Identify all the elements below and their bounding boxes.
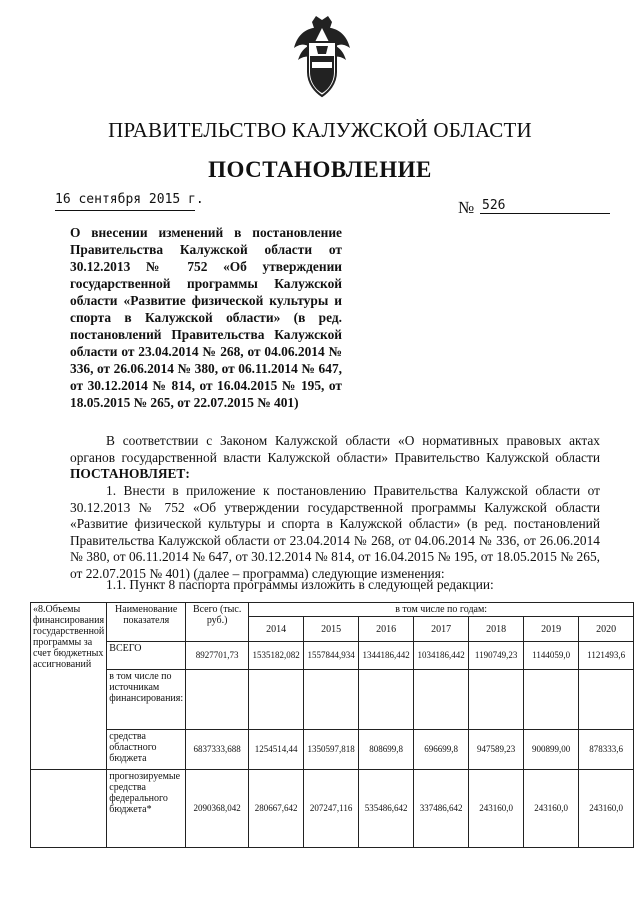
year-header: 2019 (524, 617, 579, 642)
row-value: 243160,0 (469, 770, 524, 848)
row-label: в том числе по источникам финансирования: (107, 670, 186, 730)
document-number (480, 198, 610, 214)
row-value: 1557844,934 (304, 642, 359, 670)
table-row (31, 770, 634, 848)
row-value: 1190749,23 (469, 642, 524, 670)
row-value: 207247,116 (304, 770, 359, 848)
financing-table (30, 602, 634, 848)
document-type: ПОСТАНОВЛЕНИЕ (208, 157, 432, 182)
row-total: 8927701,73 (186, 642, 249, 670)
row-value: 1535182,082 (249, 642, 304, 670)
document-date (55, 192, 204, 207)
preamble-text: В соответствии с Законом Калужской области «О нормативных правовых актах органов государственной власти Калужской области» Правительство Калужской области (70, 433, 600, 465)
clause-1-paragraph: 1. Внести в приложение к постановлению Правительства Калужской области от 30.12.2013 № 752 «Об утверждении государственной программы Калужской области «Развитие физической культуры и спорта в Калужской области» (в ред. постановлений Правительства Калужской области от 23.04.2014 № 268, от 04.06.2014 № 336, от 26.06.2014 № 380, от 06.11.2014 № 647, от 30.12.2014 № 814, от 16.04.2015 № 195, от 18.05.2015 № 265, от 22.07.2015 № 401) (далее – программа) следующие изменения: (70, 483, 600, 581)
row-value: 1121493,6 (579, 642, 634, 670)
document-number-text: 526 (482, 198, 506, 213)
year-header: 2018 (469, 617, 524, 642)
resolves-word: ПОСТАНОВЛЯЕТ: (70, 466, 190, 482)
row-label: ВСЕГО (107, 642, 186, 670)
row-value: 878333,6 (579, 730, 634, 770)
year-header: 2017 (414, 617, 469, 642)
row-value: 1350597,818 (304, 730, 359, 770)
year-header: 2016 (359, 617, 414, 642)
row-label: прогнозируемые средства федерального бюджета* (107, 770, 186, 848)
clause-1-1-paragraph: 1.1. Пункт 8 паспорта программы изложить в следующей редакции: (106, 577, 494, 592)
year-header: 2020 (579, 617, 634, 642)
row-total: 2090368,042 (186, 770, 249, 848)
col-name-header: Наименование показателя (107, 603, 186, 642)
table-row (31, 670, 634, 730)
row-value: 535486,642 (359, 770, 414, 848)
preamble-paragraph (70, 433, 600, 483)
kaluga-coat-of-arms-icon (292, 14, 352, 100)
row-value: 280667,642 (249, 770, 304, 848)
government-title: ПРАВИТЕЛЬСТВО КАЛУЖСКОЙ ОБЛАСТИ (108, 118, 532, 142)
row-value: 1344186,442 (359, 642, 414, 670)
row-value: 1144059,0 (524, 642, 579, 670)
row-label: средства областного бюджета (107, 730, 186, 770)
row-value: 337486,642 (414, 770, 469, 848)
row-value: 243160,0 (524, 770, 579, 848)
row-value: 243160,0 (579, 770, 634, 848)
section-label-cell: «8.Объемы финансирования государственной программы за счет бюджетных ассигнований (31, 603, 107, 770)
col-years-group-header: в том числе по годам: (249, 603, 634, 617)
row-value: 947589,23 (469, 730, 524, 770)
table-row (31, 730, 634, 770)
year-header: 2014 (249, 617, 304, 642)
table-header-row (31, 603, 634, 617)
table-row (31, 642, 634, 670)
row-value: 1254514,44 (249, 730, 304, 770)
number-label: № (458, 198, 475, 217)
row-value: 696699,8 (414, 730, 469, 770)
row-total: 6837333,688 (186, 730, 249, 770)
col-total-header: Всего (тыс. руб.) (186, 603, 249, 642)
row-value: 900899,00 (524, 730, 579, 770)
document-date-text: 16 сентября 2015 г. (55, 192, 204, 207)
row-value: 1034186,442 (414, 642, 469, 670)
year-header: 2015 (304, 617, 359, 642)
document-subject: О внесении изменений в постановление Правительства Калужской области от 30.12.2013 № 752 «Об утверждении государственной программы Калужской области «Развитие физической культуры и спорта в Калужской области» (в ред. постановлений Правительства Калужской области от 23.04.2014 № 268, от 04.06.2014 № 336, от 26.06.2014 № 380, от 06.11.2014 № 647, от 30.12.2014 № 814, от 16.04.2015 № 195, от 18.05.2015 № 265, от 22.07.2015 № 401) (70, 225, 342, 410)
row-value: 808699,8 (359, 730, 414, 770)
